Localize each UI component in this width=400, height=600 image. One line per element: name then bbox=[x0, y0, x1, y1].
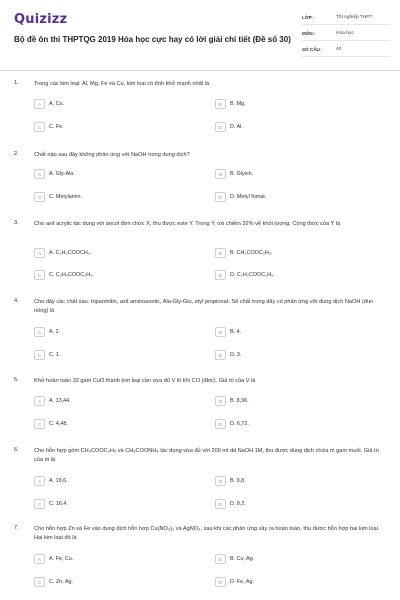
option-text: B. 4. bbox=[230, 329, 242, 335]
option-d[interactable] bbox=[215, 121, 243, 133]
option-letter-box: A bbox=[34, 327, 45, 337]
option-c[interactable] bbox=[34, 498, 68, 510]
option-letter-box: D bbox=[215, 350, 226, 360]
option-letter-box: A bbox=[34, 476, 45, 486]
option-c[interactable] bbox=[34, 576, 73, 588]
meta-row-count bbox=[302, 44, 390, 57]
option-letter-box: C bbox=[34, 419, 45, 429]
option-b[interactable] bbox=[215, 553, 254, 565]
option-c[interactable] bbox=[34, 418, 68, 430]
question-number: 3. bbox=[14, 220, 19, 226]
meta-label: LỚP : bbox=[302, 15, 315, 20]
option-c[interactable] bbox=[34, 191, 82, 203]
question-text: Cho dãy các chất sau: tripanmitin, axit aminoaxetic, Ala-Gly-Glu, etyl propionat. Số chất trong dãy có phản ứng với dung dịch NaOH (đun nóng) là bbox=[34, 299, 374, 314]
worksheet-header bbox=[0, 0, 400, 75]
option-c[interactable] bbox=[34, 349, 60, 361]
option-letter-box: D bbox=[215, 499, 226, 509]
option-letter-box: A bbox=[34, 554, 45, 564]
question-text: Cho hỗn hợp gồm CH₃COOC₂H₅ và CH₃COONH₄ tác dụng vừa đủ với 200 ml dd NaOH 1M, thu được dung dịch chứa m gam muối. Giá trị của m là bbox=[34, 448, 379, 463]
option-text: D. Al. bbox=[230, 124, 243, 130]
question-number: 6. bbox=[14, 447, 19, 453]
option-a[interactable] bbox=[34, 98, 64, 110]
option-text: A. C₂H₃COOCH₃. bbox=[49, 250, 92, 256]
meta-label: MÔN : bbox=[302, 31, 316, 36]
option-text: C. Zn, Ag. bbox=[49, 579, 73, 585]
option-letter-box: D bbox=[215, 122, 226, 132]
meta-value: Hóa học bbox=[336, 31, 354, 36]
option-letter-box: A bbox=[34, 99, 45, 109]
option-letter-box: C bbox=[34, 122, 45, 132]
option-letter-box: A bbox=[34, 248, 45, 258]
option-text: C. 1. bbox=[49, 352, 61, 358]
meta-value: 40 bbox=[336, 47, 342, 52]
option-text: C. 4,48. bbox=[49, 421, 68, 427]
option-letter-box: B bbox=[215, 327, 226, 337]
question-number: 1. bbox=[14, 80, 19, 86]
worksheet-title: Bộ đề ôn thi THPTQG 2019 Hóa học cực hay có lời giải chi tiết (Đề số 30) bbox=[14, 35, 291, 44]
meta-row-subject bbox=[302, 28, 390, 41]
option-d[interactable] bbox=[215, 349, 241, 361]
option-c[interactable] bbox=[34, 269, 94, 281]
option-b[interactable] bbox=[215, 247, 272, 259]
question-text: Cho axit acrylic tác dụng với ancol đơn chức X, thu được este Y. Trong Y, oxi chiếm 32% về khối lượng. Công thức của Y là bbox=[34, 221, 341, 227]
option-text: D. 6,72. bbox=[230, 421, 249, 427]
option-text: D. 3. bbox=[230, 352, 242, 358]
option-b[interactable] bbox=[215, 326, 241, 338]
option-d[interactable] bbox=[215, 191, 266, 203]
option-text: B. CH₃COOC₂H₅. bbox=[230, 250, 273, 256]
question-number: 2. bbox=[14, 151, 19, 157]
option-text: A. Gly-Ala. bbox=[49, 171, 75, 177]
option-letter-box: C bbox=[34, 350, 45, 360]
option-b[interactable] bbox=[215, 168, 253, 180]
option-text: A. Cu. bbox=[49, 101, 64, 107]
option-a[interactable] bbox=[34, 247, 91, 259]
option-letter-box: B bbox=[215, 169, 226, 179]
option-text: B. 9,8. bbox=[230, 478, 246, 484]
option-letter-box: D bbox=[215, 192, 226, 202]
question-text: Trong các kim loại: Al, Mg, Fe và Cu, kim loại có tính khử mạnh nhất là bbox=[34, 81, 210, 87]
option-text: B. Cu, Ag. bbox=[230, 556, 255, 562]
meta-label: SỐ CÂU : bbox=[302, 47, 323, 52]
option-text: C. 16,4. bbox=[49, 501, 68, 507]
option-text: C. Fe. bbox=[49, 124, 64, 130]
option-b[interactable] bbox=[215, 98, 246, 110]
option-d[interactable] bbox=[215, 576, 254, 588]
option-text: D. C₂H₃COOC₂H₅. bbox=[230, 272, 275, 278]
option-b[interactable] bbox=[215, 395, 249, 407]
option-letter-box: C bbox=[34, 270, 45, 280]
option-text: D. Metyl fomat. bbox=[230, 194, 267, 200]
option-text: B. Glyxin. bbox=[230, 171, 254, 177]
option-a[interactable] bbox=[34, 553, 73, 565]
option-letter-box: D bbox=[215, 419, 226, 429]
question-number: 5. bbox=[14, 377, 19, 383]
option-letter-box: D bbox=[215, 270, 226, 280]
option-a[interactable] bbox=[34, 395, 71, 407]
worksheet-meta bbox=[302, 12, 390, 60]
option-b[interactable] bbox=[215, 475, 246, 487]
option-d[interactable] bbox=[215, 269, 275, 281]
option-letter-box: C bbox=[34, 577, 45, 587]
option-text: C. Metylamin. bbox=[49, 194, 82, 200]
option-text: B. Mg. bbox=[230, 101, 246, 107]
question-text: Khử hoàn toàn 32 gam CuO thành kim loại cần vừa đủ V lít khí CO (đktc). Giá trị của V là bbox=[34, 378, 256, 384]
option-text: D. 8,2. bbox=[230, 501, 246, 507]
option-letter-box: B bbox=[215, 99, 226, 109]
option-text: C. C₂H₅COOC₂H₅. bbox=[49, 272, 94, 278]
option-text: A. 2. bbox=[49, 329, 61, 335]
meta-value: Tốt nghiệp THPT bbox=[336, 15, 373, 20]
option-letter-box: A bbox=[34, 396, 45, 406]
question-number: 4. bbox=[14, 298, 19, 304]
option-letter-box: C bbox=[34, 192, 45, 202]
option-text: A. 13,44. bbox=[49, 398, 71, 404]
quizizz-logo: Quizizz bbox=[14, 12, 68, 27]
header-divider bbox=[0, 70, 400, 71]
meta-row-class bbox=[302, 12, 390, 25]
option-text: D. Fe, Ag. bbox=[230, 579, 254, 585]
option-d[interactable] bbox=[215, 418, 249, 430]
option-letter-box: C bbox=[34, 499, 45, 509]
option-text: A. Fe, Cu. bbox=[49, 556, 74, 562]
option-c[interactable] bbox=[34, 121, 64, 133]
option-letter-box: B bbox=[215, 396, 226, 406]
question-text: Chất nào sau đây không phản ứng với NaOH trong dung dịch? bbox=[34, 152, 190, 158]
option-letter-box: B bbox=[215, 476, 226, 486]
question-text: Cho hỗn hợp Zn và Fe vào dung dịch hỗn hợp Cu(NO₃)₂ và AgNO₃, sau khi các phản ứng xảy ra hoàn toàn, thu được hỗn hợp hai kim loại. Hai kim loại đó là bbox=[34, 526, 380, 541]
option-letter-box: B bbox=[215, 248, 226, 258]
option-letter-box: B bbox=[215, 554, 226, 564]
option-a[interactable] bbox=[34, 475, 68, 487]
option-a[interactable] bbox=[34, 326, 60, 338]
option-a[interactable] bbox=[34, 168, 75, 180]
option-text: A. 19,6. bbox=[49, 478, 68, 484]
option-letter-box: D bbox=[215, 577, 226, 587]
option-letter-box: A bbox=[34, 169, 45, 179]
option-text: B. 8,96. bbox=[230, 398, 249, 404]
option-d[interactable] bbox=[215, 498, 246, 510]
question-number: 7. bbox=[14, 525, 19, 531]
